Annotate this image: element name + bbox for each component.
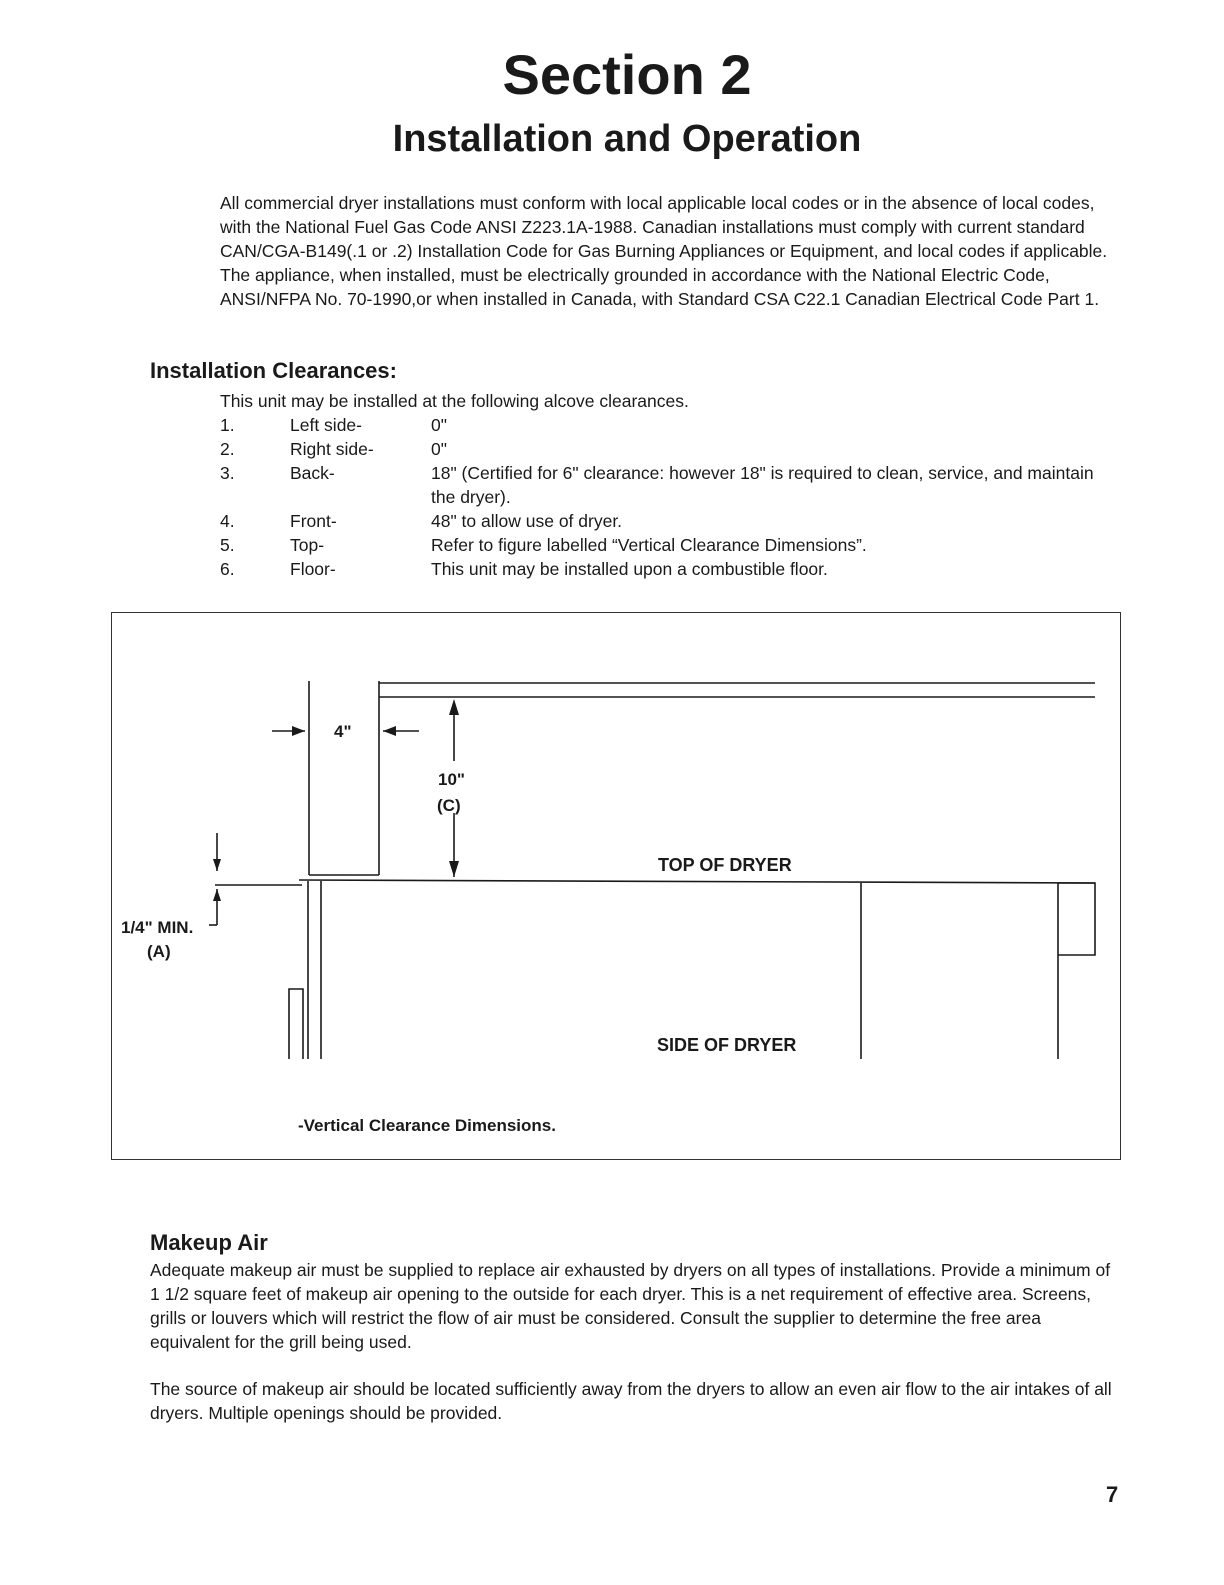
clearance-number: 6.	[220, 559, 235, 579]
arrowhead-10in-top	[449, 699, 459, 715]
clearance-value: 18" (Certified for 6" clearance: however 18" is required to clean, service, and maintain the dryer).	[431, 463, 1094, 507]
dim-10in-label: 10"	[438, 770, 465, 789]
clearance-item-left-side	[220, 413, 1120, 437]
makeup-air-heading: Makeup Air	[150, 1230, 268, 1255]
makeup-air-paragraph-2: The source of makeup air should be located sufficiently away from the dryers to allow an even air flow to the air intakes of all dryers. Multiple openings should be provided.	[150, 1379, 1112, 1423]
section-subtitle: Installation and Operation	[392, 118, 862, 160]
clearance-item-top	[220, 533, 1120, 557]
dim-10in-tag: (C)	[437, 796, 461, 815]
dim-quarter-label: 1/4" MIN.	[121, 918, 194, 937]
clearance-label: Front-	[290, 511, 337, 531]
clearance-number: 3.	[220, 463, 235, 483]
dryer-lower-bracket	[289, 989, 303, 1059]
clearance-item-back	[220, 461, 1120, 509]
dim-4in-label: 4"	[334, 722, 352, 741]
clearance-value: 0"	[431, 439, 447, 459]
clearance-value: This unit may be installed upon a combustible floor.	[431, 559, 828, 579]
dim-quarter-tag: (A)	[147, 942, 171, 961]
arrowhead-4in-right	[383, 726, 396, 736]
clearance-value: 48" to allow use of dryer.	[431, 511, 623, 531]
figure-caption: -Vertical Clearance Dimensions.	[298, 1116, 556, 1135]
clearance-item-front	[220, 509, 1120, 533]
clearance-number: 5.	[220, 535, 235, 555]
dryer-top-line	[299, 880, 1095, 883]
vertical-clearance-diagram	[112, 613, 1120, 1159]
top-of-dryer-label: TOP OF DRYER	[658, 855, 792, 875]
arrowhead-4in-left	[292, 726, 305, 736]
clearance-number: 2.	[220, 439, 235, 459]
clearances-intro: This unit may be installed at the following alcove clearances.	[220, 391, 689, 411]
arrowhead-10in-bottom	[449, 861, 459, 877]
side-of-dryer-label: SIDE OF DRYER	[657, 1035, 797, 1055]
clearance-value: Refer to figure labelled “Vertical Clearance Dimensions”.	[431, 535, 867, 555]
clearance-item-floor	[220, 557, 1120, 581]
clearances-heading: Installation Clearances:	[150, 358, 397, 383]
clearances-list	[220, 413, 1120, 581]
clearance-number: 1.	[220, 415, 235, 435]
makeup-air-paragraph-1: Adequate makeup air must be supplied to replace air exhausted by dryers on all types of installations. Provide a minimum of 1 1/2 square feet of makeup air opening to the outside for each dryer. This is a net requirement of effective area. Screens, grills or louvers which will restrict the flow of air must be considered. Consult the supplier to determine the free area equivalent for the grill being used.	[150, 1260, 1111, 1352]
clearance-label: Floor-	[290, 559, 336, 579]
arrowhead-quarter-top	[213, 859, 221, 871]
section-title: Section 2	[502, 43, 752, 106]
clearance-label: Left side-	[290, 415, 362, 435]
clearance-label: Back-	[290, 463, 335, 483]
clearance-item-right-side	[220, 437, 1120, 461]
dryer-back-box	[1058, 883, 1095, 955]
page-number: 7	[1106, 1482, 1119, 1507]
arrowhead-quarter-bottom	[213, 889, 221, 901]
clearance-label: Right side-	[290, 439, 374, 459]
vertical-clearance-figure	[111, 612, 1121, 1160]
clearance-label: Top-	[290, 535, 325, 555]
clearance-number: 4.	[220, 511, 235, 531]
clearance-value: 0"	[431, 415, 447, 435]
intro-paragraph: All commercial dryer installations must conform with local applicable local codes or in the absence of local codes, with the National Fuel Gas Code ANSI Z223.1A-1988. Canadian installations must comply with current standard CAN/CGA-B149(.1 or .2) Installation Code for Gas Burning Appliances or Equipment, and local codes if applicable. The appliance, when installed, must be electrically grounded in accordance with the National Electric Code, ANSI/NFPA No. 70-1990,or when installed in Canada, with Standard CSA C22.1 Canadian Electrical Code Part 1.	[220, 193, 1108, 309]
